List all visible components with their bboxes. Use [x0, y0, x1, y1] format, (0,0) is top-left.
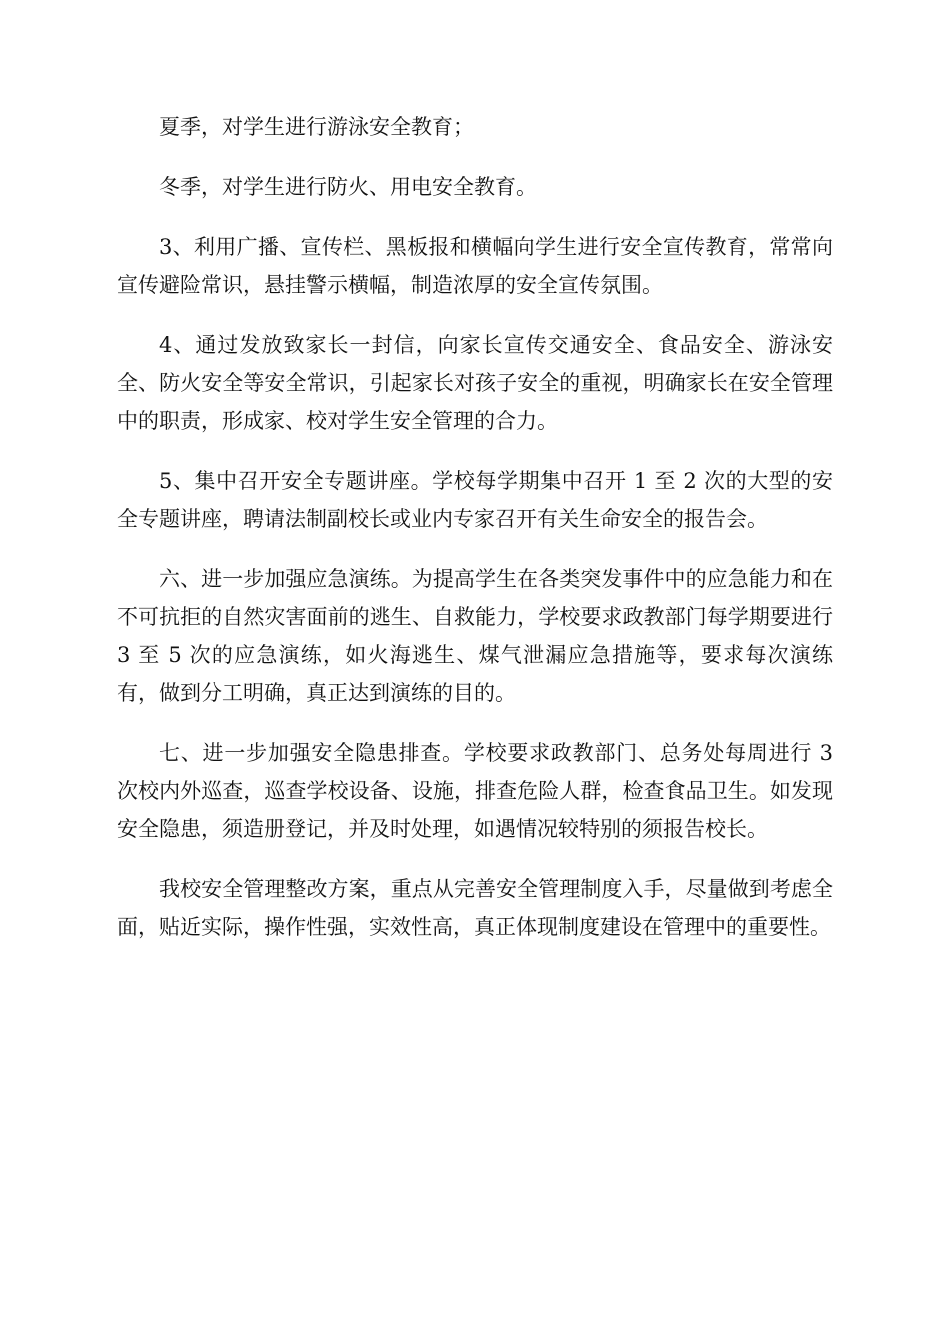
paragraph-section-6-drills: 六、进一步加强应急演练。为提高学生在各类突发事件中的应急能力和在不可抗拒的自然灾害面前的逃生、自救能力，学校要求政教部门每学期要进行 3 至 5 次的应急演练，如火海逃生、煤气泄漏应急措施等，要求每次演练有，做到分工明确，真正达到演练的目的。 — [117, 567, 833, 705]
paragraph-winter-safety: 冬季，对学生进行防火、用电安全教育。 — [159, 175, 537, 199]
paragraph-item-5-lectures: 5、集中召开安全专题讲座。学校每学期集中召开 1 至 2 次的大型的安全专题讲座，聘请法制副校长或业内专家召开有关生命安全的报告会。 — [117, 469, 833, 531]
paragraph-item-3-publicity: 3、利用广播、宣传栏、黑板报和横幅向学生进行安全宣传教育，常常向宣传避险常识，悬挂警示横幅，制造浓厚的安全宣传氛围。 — [117, 235, 833, 297]
paragraph-item-4-parent-letter: 4、通过发放致家长一封信，向家长宣传交通安全、食品安全、游泳安全、防火安全等安全常识，引起家长对孩子安全的重视，明确家长在安全管理中的职责，形成家、校对学生安全管理的合力。 — [117, 333, 833, 433]
paragraph-conclusion: 我校安全管理整改方案，重点从完善安全管理制度入手，尽量做到考虑全面，贴近实际，操作性强，实效性高，真正体现制度建设在管理中的重要性。 — [117, 877, 833, 939]
paragraph-summer-safety: 夏季，对学生进行游泳安全教育； — [159, 115, 474, 139]
paragraph-section-7-inspection: 七、进一步加强安全隐患排查。学校要求政教部门、总务处每周进行 3 次校内外巡查，巡查学校设备、设施，排查危险人群，检查食品卫生。如发现安全隐患，须造册登记，并及时处理，如遇情况较特别的须报告校长。 — [117, 741, 833, 841]
document-body — [117, 108, 833, 968]
